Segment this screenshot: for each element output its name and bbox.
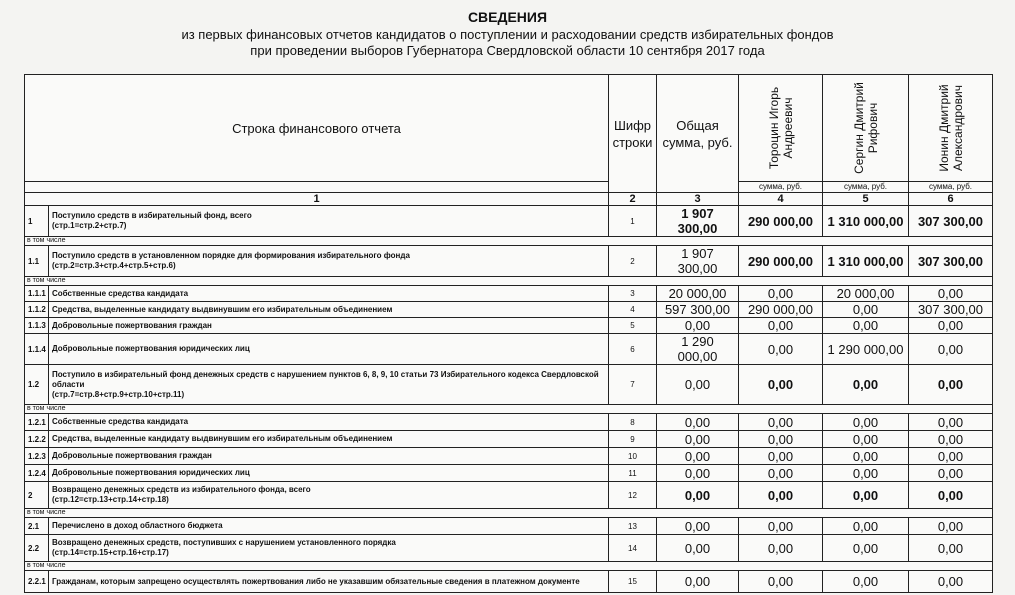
table-row	[25, 431, 993, 448]
subheader-row	[25, 237, 993, 246]
row-number: 1.1.4	[25, 334, 49, 365]
row-candidate-2: 0,00	[823, 414, 909, 431]
row-label: Перечислено в доход областного бюджета	[49, 518, 609, 535]
row-number: 1.1.1	[25, 286, 49, 302]
row-code: 13	[609, 518, 657, 535]
row-total: 20 000,00	[657, 286, 739, 302]
row-candidate-1: 0,00	[739, 465, 823, 482]
row-candidate-2: 0,00	[823, 318, 909, 334]
row-candidate-1: 0,00	[739, 482, 823, 509]
row-candidate-1: 0,00	[739, 431, 823, 448]
row-number: 1.1.3	[25, 318, 49, 334]
table-row	[25, 246, 993, 277]
row-number: 1	[25, 206, 49, 237]
table-row	[25, 482, 993, 509]
subheader-label: в том числе	[25, 509, 993, 518]
row-candidate-1: 0,00	[739, 571, 823, 593]
row-code: 5	[609, 318, 657, 334]
row-candidate-3: 0,00	[909, 365, 993, 405]
row-number: 1.1.2	[25, 302, 49, 318]
row-candidate-1: 0,00	[739, 365, 823, 405]
table-row	[25, 334, 993, 365]
row-code: 1	[609, 206, 657, 237]
subheader-label: в том числе	[25, 405, 993, 414]
column-number: 4	[739, 193, 823, 206]
subheader-row	[25, 562, 993, 571]
candidate-3-name: Ионин Дмитрий Александрович	[936, 84, 965, 172]
table-row	[25, 414, 993, 431]
row-candidate-2: 20 000,00	[823, 286, 909, 302]
row-code: 12	[609, 482, 657, 509]
document-title: СВЕДЕНИЯ	[467, 9, 548, 25]
row-number: 2.2.1	[25, 571, 49, 593]
row-candidate-2: 0,00	[823, 302, 909, 318]
row-candidate-3: 0,00	[909, 334, 993, 365]
subheader-label: в том числе	[25, 237, 993, 246]
col-header-candidate-1	[739, 75, 823, 182]
row-total: 0,00	[657, 431, 739, 448]
row-candidate-3: 0,00	[909, 414, 993, 431]
table-row	[25, 571, 993, 593]
row-candidate-2: 0,00	[823, 482, 909, 509]
row-label: Поступило средств в установленном порядке для формирования избирательного фонда (стр.2=стр.3+стр.4+стр.5+стр.6)	[49, 246, 609, 277]
row-label: Средства, выделенные кандидату выдвинувшим его избирательным объединением	[49, 431, 609, 448]
row-candidate-1: 0,00	[739, 535, 823, 562]
row-total: 1 290 000,00	[657, 334, 739, 365]
row-number: 2	[25, 482, 49, 509]
row-number: 1.2.1	[25, 414, 49, 431]
row-candidate-2: 0,00	[823, 448, 909, 465]
row-candidate-1: 0,00	[739, 518, 823, 535]
row-candidate-3: 0,00	[909, 431, 993, 448]
row-candidate-3: 307 300,00	[909, 302, 993, 318]
row-candidate-3: 0,00	[909, 518, 993, 535]
row-candidate-3: 0,00	[909, 318, 993, 334]
row-candidate-3: 0,00	[909, 535, 993, 562]
table-row	[25, 365, 993, 405]
row-label: Поступило средств в избирательный фонд, всего (стр.1=стр.2+стр.7)	[49, 206, 609, 237]
table-row	[25, 518, 993, 535]
row-label: Добровольные пожертвования юридических лиц	[49, 334, 609, 365]
row-candidate-2: 0,00	[823, 465, 909, 482]
row-candidate-1: 0,00	[739, 334, 823, 365]
row-candidate-2: 0,00	[823, 535, 909, 562]
candidate-1-name: Тороцин Игорь Андреевич	[766, 86, 795, 170]
row-code: 15	[609, 571, 657, 593]
row-total: 0,00	[657, 448, 739, 465]
row-total: 1 907 300,00	[657, 206, 739, 237]
row-label: Средства, выделенные кандидату выдвинувшим его избирательным объединением	[49, 302, 609, 318]
row-candidate-2: 1 310 000,00	[823, 246, 909, 277]
unit-row	[25, 182, 993, 193]
table-row	[25, 535, 993, 562]
row-total: 1 907 300,00	[657, 246, 739, 277]
column-number: 6	[909, 193, 993, 206]
row-number: 2.1	[25, 518, 49, 535]
row-candidate-2: 1 310 000,00	[823, 206, 909, 237]
row-total: 0,00	[657, 535, 739, 562]
col-header-row-label: Строка финансового отчета	[25, 75, 609, 182]
row-total: 0,00	[657, 571, 739, 593]
row-number: 1.2.3	[25, 448, 49, 465]
column-number: 5	[823, 193, 909, 206]
row-label: Добровольные пожертвования граждан	[49, 318, 609, 334]
row-candidate-3: 0,00	[909, 286, 993, 302]
row-code: 2	[609, 246, 657, 277]
unit-label: сумма, руб.	[823, 182, 909, 193]
row-candidate-3: 0,00	[909, 482, 993, 509]
financial-report-table	[24, 74, 993, 593]
row-label: Добровольные пожертвования граждан	[49, 448, 609, 465]
row-candidate-1: 0,00	[739, 286, 823, 302]
row-code: 7	[609, 365, 657, 405]
subheader-label: в том числе	[25, 277, 993, 286]
row-label: Возвращено денежных средств, поступивших с нарушением установленного порядка (стр.14=стр.15+стр.16+стр.17)	[49, 535, 609, 562]
table-row	[25, 206, 993, 237]
row-number: 1.2.2	[25, 431, 49, 448]
column-number: 3	[657, 193, 739, 206]
col-header-total: Общая сумма, руб.	[657, 75, 739, 193]
row-code: 3	[609, 286, 657, 302]
row-candidate-3: 307 300,00	[909, 246, 993, 277]
unit-label: сумма, руб.	[739, 182, 823, 193]
document-subtitle-line1: из первых финансовых отчетов кандидатов о поступлении и расходовании средств избирательных фондов	[181, 27, 834, 42]
unit-label: сумма, руб.	[909, 182, 993, 193]
subheader-label: в том числе	[25, 562, 993, 571]
column-header-row	[25, 75, 993, 182]
row-candidate-3: 0,00	[909, 465, 993, 482]
row-candidate-2: 0,00	[823, 571, 909, 593]
row-code: 11	[609, 465, 657, 482]
row-label: Добровольные пожертвования юридических лиц	[49, 465, 609, 482]
table-row	[25, 302, 993, 318]
document-subtitle-line2: при проведении выборов Губернатора Свердловской области 10 сентября 2017 года	[250, 43, 765, 58]
column-number: 2	[609, 193, 657, 206]
row-label: Поступило в избирательный фонд денежных средств с нарушением пунктов 6, 8, 9, 10 статьи 73 Избирательного кодекса Свердловской области (стр.7=стр.8+стр.9+стр.10+стр.11)	[49, 365, 609, 405]
row-candidate-1: 290 000,00	[739, 302, 823, 318]
row-number: 2.2	[25, 535, 49, 562]
row-label: Возвращено денежных средств из избирательного фонда, всего (стр.12=стр.13+стр.14+стр.18)	[49, 482, 609, 509]
row-total: 0,00	[657, 518, 739, 535]
row-code: 10	[609, 448, 657, 465]
row-candidate-3: 307 300,00	[909, 206, 993, 237]
column-number: 1	[25, 193, 609, 206]
row-label: Собственные средства кандидата	[49, 286, 609, 302]
row-label: Собственные средства кандидата	[49, 414, 609, 431]
column-number-row	[25, 193, 993, 206]
table-row	[25, 318, 993, 334]
row-number: 1.1	[25, 246, 49, 277]
candidate-2-name: Сергин Дмитрий Рифович	[851, 82, 880, 174]
col-header-candidate-3	[909, 75, 993, 182]
row-candidate-1: 0,00	[739, 448, 823, 465]
col-header-candidate-2	[823, 75, 909, 182]
row-total: 0,00	[657, 465, 739, 482]
row-candidate-2: 0,00	[823, 365, 909, 405]
row-candidate-1: 0,00	[739, 318, 823, 334]
row-number: 1.2	[25, 365, 49, 405]
row-code: 4	[609, 302, 657, 318]
col-header-code: Шифр строки	[609, 75, 657, 193]
row-label: Гражданам, которым запрещено осуществлять пожертвования либо не указавшим обязательные сведения в платежном документе	[49, 571, 609, 593]
subheader-row	[25, 509, 993, 518]
row-candidate-2: 1 290 000,00	[823, 334, 909, 365]
row-candidate-3: 0,00	[909, 448, 993, 465]
row-total: 0,00	[657, 365, 739, 405]
row-code: 8	[609, 414, 657, 431]
row-candidate-3: 0,00	[909, 571, 993, 593]
row-candidate-1: 0,00	[739, 414, 823, 431]
row-total: 0,00	[657, 318, 739, 334]
row-candidate-1: 290 000,00	[739, 246, 823, 277]
row-code: 14	[609, 535, 657, 562]
table-row	[25, 286, 993, 302]
table-row	[25, 465, 993, 482]
row-total: 0,00	[657, 482, 739, 509]
subheader-row	[25, 277, 993, 286]
row-code: 6	[609, 334, 657, 365]
table-row	[25, 448, 993, 465]
row-candidate-2: 0,00	[823, 431, 909, 448]
row-candidate-1: 290 000,00	[739, 206, 823, 237]
row-number: 1.2.4	[25, 465, 49, 482]
row-total: 597 300,00	[657, 302, 739, 318]
subheader-row	[25, 405, 993, 414]
row-candidate-2: 0,00	[823, 518, 909, 535]
row-total: 0,00	[657, 414, 739, 431]
row-code: 9	[609, 431, 657, 448]
